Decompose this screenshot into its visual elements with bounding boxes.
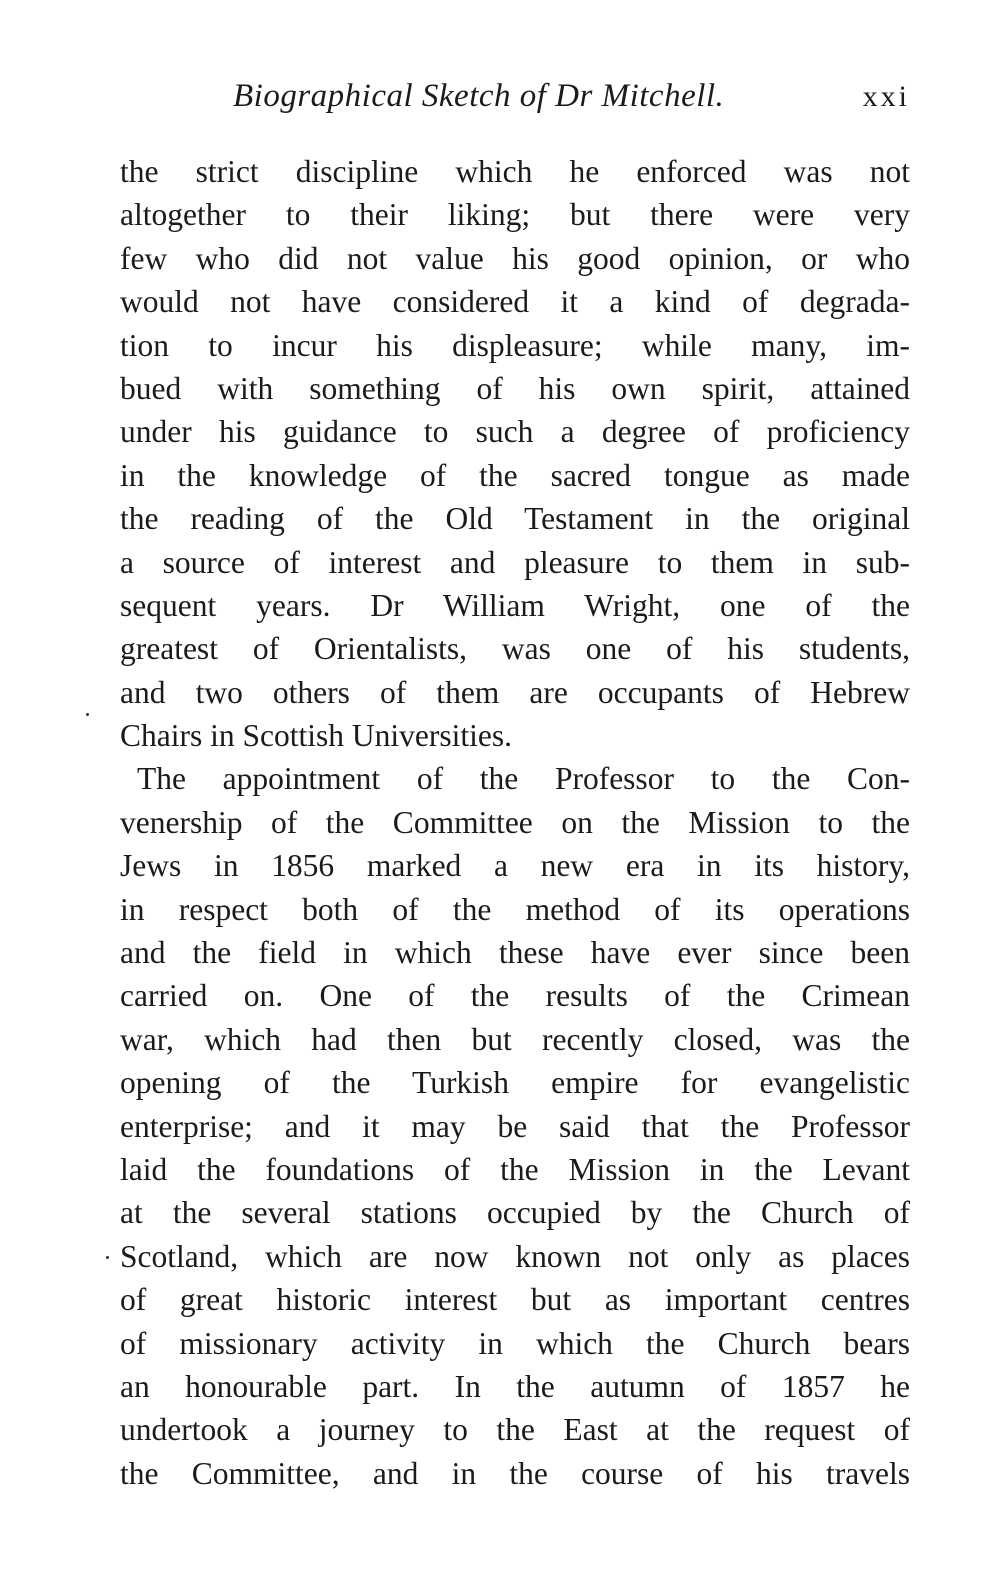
page-number: xxi xyxy=(862,80,910,113)
page-header xyxy=(120,78,910,126)
text-line: Jews in 1856 marked a new era in its history, xyxy=(120,848,910,884)
running-title: Biographical Sketch of Dr Mitchell. xyxy=(233,78,725,114)
print-speck xyxy=(86,713,89,716)
text-line: laid the foundations of the Mission in the Levant xyxy=(120,1151,910,1187)
text-line: and two others of them are occupants of Hebrew xyxy=(120,674,910,710)
text-line: Scotland, which are now known not only as places xyxy=(120,1238,910,1274)
text-line: an honourable part. In the autumn of 1857 he xyxy=(120,1368,910,1404)
print-speck xyxy=(106,1256,109,1259)
text-line: Chairs in Scottish Universities. xyxy=(120,718,512,754)
body-text xyxy=(120,150,910,1495)
text-line: undertook a journey to the East at the request of xyxy=(120,1412,910,1448)
text-line: the Committee, and in the course of his travels xyxy=(120,1455,910,1491)
text-line: carried on. One of the results of the Crimean xyxy=(120,978,910,1014)
text-line: opening of the Turkish empire for evangelistic xyxy=(120,1065,910,1101)
text-line: the reading of the Old Testament in the original xyxy=(120,501,910,537)
text-line: enterprise; and it may be said that the Professor xyxy=(120,1108,910,1144)
text-line: in respect both of the method of its operations xyxy=(120,891,910,927)
text-line: few who did not value his good opinion, or who xyxy=(120,240,910,276)
text-line: in the knowledge of the sacred tongue as made xyxy=(120,457,910,493)
text-line: sequent years. Dr William Wright, one of the xyxy=(120,587,910,623)
text-line: a source of interest and pleasure to them in sub- xyxy=(120,544,910,580)
text-line: at the several stations occupied by the Church of xyxy=(120,1195,910,1231)
text-line: under his guidance to such a degree of proficiency xyxy=(120,414,910,450)
text-line: would not have considered it a kind of degrada- xyxy=(120,284,910,320)
text-line: the strict discipline which he enforced was not xyxy=(120,154,910,189)
text-line: venership of the Committee on the Mission to the xyxy=(120,804,910,840)
text-line: The appointment of the Professor to the Con- xyxy=(137,761,910,797)
text-line: bued with something of his own spirit, attained xyxy=(120,370,910,406)
text-line: altogether to their liking; but there were very xyxy=(120,197,910,233)
text-line: greatest of Orientalists, was one of his students, xyxy=(120,631,910,667)
text-line: war, which had then but recently closed, was the xyxy=(120,1021,910,1057)
text-line: and the field in which these have ever since been xyxy=(120,935,910,971)
text-line: of great historic interest but as important centres xyxy=(120,1282,910,1318)
text-line: tion to incur his displeasure; while many, im- xyxy=(120,327,910,363)
text-line: of missionary activity in which the Church bears xyxy=(120,1325,910,1361)
